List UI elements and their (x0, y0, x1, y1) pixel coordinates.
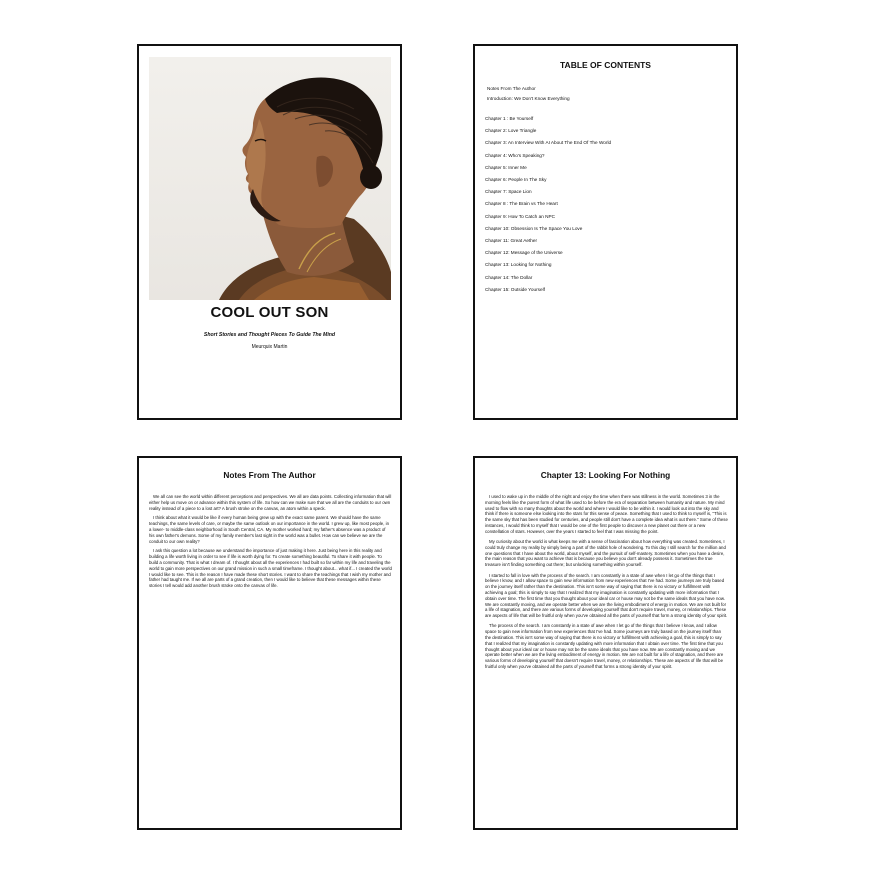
cover-title: COOL OUT SON (210, 304, 329, 321)
toc-chapter-list (485, 113, 611, 296)
notes-paragraph: We all can see the world within different perceptions and perspectives. We all are data points. Collecting information that will either help us move on or advance within this system of life. So how can we make sure that we all are the conduits to our own reality instead of a piece to a lost art? A brush stroke on the canvas, an atom within a speck. (149, 494, 392, 511)
toc-chapter-item: Chapter 3: An Interview With AI About The End Of The World (485, 140, 612, 146)
toc-chapter-item: Chapter 15: Outside Yourself (485, 286, 545, 292)
notes-title: Notes From The Author (223, 470, 316, 480)
chapter-13-paragraph: I started to fall in love with the process of the search. I am constantly in a state of awe when I let go of the things that I believe I know, and I allow space to gain new information from new experiences that I've had. Some journeys are truly based on the journey itself rather than the destination. This isn't some way of saying that there is no victory or fulfillment with achieving a goal; this is simply to say that I realized that my imagination is constantly updating with more information that I obtain over time. The first time that you thought about your ideal car or house may not be the same ideals that you have now. We are constantly moving, and we operate better when we are the living embodiment of energy in motion. We are not built for a life of stagnation, and there are various forms of developing yourself that don't require travel, money, or relationships. These are aspects of life that will be fruitful only when you've obtained all the parts of yourself that form a strong identity of your spirit. (485, 572, 728, 619)
chapter-13-paragraph: I used to wake up in the middle of the night and enjoy the time when there was stillness in the world. Sometimes 3 in the morning feels like the purest form of what life used to be before the era of separation between humanity and nature. My mind used to flow with so many thoughts about the world and where I would like to be within it. I would look out into the sky and think if there is someone else looking into the stars for this sense of peace. Something that I used to think to myself is, "This is the same sky that has been studied for centuries, and people still don't have a complete idea what is out there." Some of these instances, I would think to myself that I would be one of the first people to discover a new planet out there or a new constellation of stars. However, over the years I started to feel that I was missing the point. (485, 494, 728, 534)
toc-chapter-item: Chapter 6: People In The Sky (485, 177, 547, 183)
toc-chapter-item: Chapter 11: Great Aether (485, 238, 538, 244)
toc-intro-item: Notes From The Author (487, 86, 536, 91)
notes-paragraph: I think about what it would be like if every human being grew up with the exact same parent. We should have the same teachings, the same levels of care, or maybe the same outlook on our importance in the world. I grew up, like most people, in a lower- to middle-class neighborhood in South Central, CA. My mother worked hard; my father's absence was a product of his own father's demons. Some of my family member's last sight in the world was a bullet. How can we believe we are the conduit to our own reality? (149, 515, 389, 544)
toc-chapter-item: Chapter 4: Who's Speaking? (485, 152, 545, 158)
notes-page (137, 456, 402, 830)
toc-chapter-item: Chapter 13: Looking for Nothing (485, 262, 552, 268)
toc-chapter-item: Chapter 7: Space Lion (485, 189, 532, 195)
toc-chapter-item: Chapter 10: Obsession Is The Space You Love (485, 225, 583, 231)
toc-chapter-item: Chapter 5: Inner Me (485, 164, 527, 170)
notes-paragraph: I ask this question a lot because we understand the importance of just making it here. Just being here in this reality and building a life worth living in order to see if life is worth dying for. To create something beautiful. To share it with people. To build a community. That is what I dream of. I thought about all the experiences I had built so far within my life and traveling the world to gain more perspectives on our grand mission in such a small timeframe. I thought about... what if... I created the world I would like to see. This is the reason I have made these short stories. I want to share the teachings that I wish my mother and father had taught me. If we all are parts of a grand creation, then I would like to believe that these messages within these stories I tell would add another brush stroke onto the canvas of life. (149, 548, 392, 589)
notes-body (149, 494, 392, 593)
toc-page (473, 44, 738, 420)
chapter-13-paragraph: The process of the search. I am constantly in a state of awe when I let go of the things that I believe I know, and I allow space to gain new information from new experiences that I've had. Some journeys are truly based on the journey itself than the destination. This isn't some way of saying that there is no victory or fulfillment with achieving a goal, this is simply to say that I realized that my imagination is constantly updating with more information that I obtain over time. The first time that you thought about your ideal car or house may not be the same ideals that you have now. We are constantly moving and we operate better when we are the living embodiment of energy in motion. We are not built for a life of stagnation, and there are various forms of developing yourself that doesn't require travel, money, or relationships. These are aspects of life that will be fruitful only when you've obtained all the parts of yourself that forms a strong identity of your spirit. (485, 623, 724, 670)
chapter-13-title: Chapter 13: Looking For Nothing (540, 470, 671, 480)
toc-chapter-item: Chapter 9: How To Catch an NPC (485, 213, 555, 219)
toc-chapter-item: Chapter 12: Message of the Universe (485, 250, 563, 256)
cover-author: Meurquix Martin (251, 344, 288, 350)
toc-intro-item: Introduction: We Don't Know Everything (487, 96, 570, 101)
chapter-13-body (485, 494, 728, 674)
cover-page (137, 44, 402, 420)
cover-portrait-image (149, 57, 391, 300)
toc-chapter-item: Chapter 1 : Be Yourself (485, 116, 534, 121)
chapter-13-paragraph: My curiosity about the world is what keeps me with a sense of fascination about how everything was created. Sometimes, I could truly change my reality by simply being a part of the rabbit hole of wondering. To this day I still search for the million and one questions that I have about the world, about myself, and the pursuit of self-mastery. Sometimes when you have a desire, the main reason that you want to achieve that is because you believe you don't already possess it. Sometimes the true treasure isn't finding something out there; but unlocking something within yourself. (485, 539, 726, 568)
toc-chapter-item: Chapter 14: The Dollar (485, 274, 533, 280)
cover-subtitle: Short Stories and Thought Pieces To Guide The Mind (203, 332, 336, 338)
toc-intro-list (487, 84, 570, 104)
toc-chapter-item: Chapter 8 : The Brain vs The Heart (485, 201, 558, 207)
chapter-13-page (473, 456, 738, 830)
toc-chapter-item: Chapter 2: Love Triangle (485, 128, 537, 134)
toc-title: TABLE OF CONTENTS (560, 60, 651, 70)
